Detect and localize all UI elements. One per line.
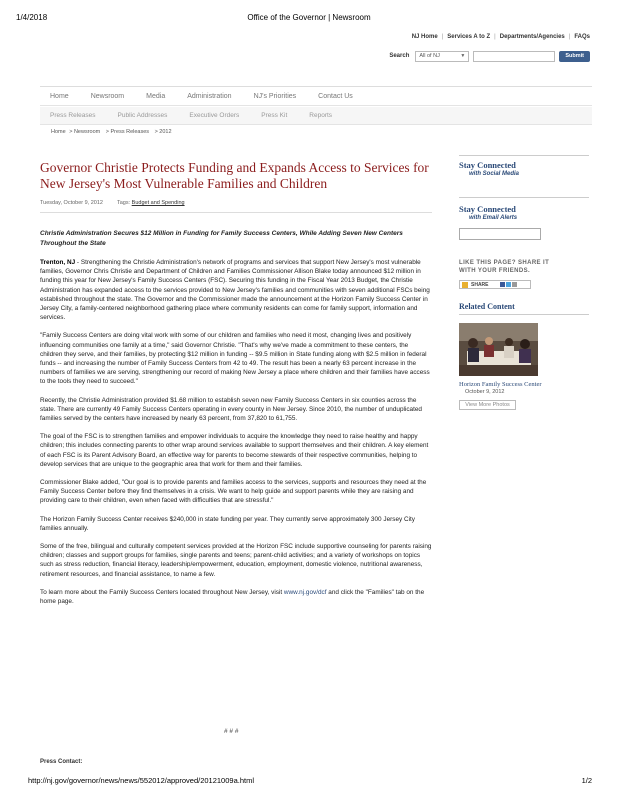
share-label: SHARE: [471, 281, 489, 288]
paragraph-4: The goal of the FSC is to strengthen families and empower individuals to acquire the knowledge they need to raise healthy and happy children; this includes connecting parents to other wrap around services available to support themselves and their children. A key element of each FSC is its Parent Advisory Board, an effective way for parents to become stewards of their respective communities, helping to develop services that are unique to the geographic area that work for them and their families.: [40, 433, 429, 468]
stay-connected-social-title[interactable]: Stay Connected: [459, 160, 516, 170]
dateline: Trenton, NJ: [40, 259, 76, 266]
search-input[interactable]: [473, 51, 555, 62]
share-heading-line-1: LIKE THIS PAGE? SHARE IT: [459, 260, 550, 266]
sidebar: [459, 155, 589, 410]
twitter-icon: [506, 282, 511, 287]
paragraph-1: [40, 258, 432, 322]
paragraph-8-pre: To learn more about the Family Success Centers located throughout New Jersey, visit: [40, 588, 284, 596]
related-photo-image: [459, 323, 538, 376]
article-meta: [40, 200, 432, 213]
article: [40, 160, 432, 606]
nav-item-home[interactable]: Home: [50, 92, 69, 100]
print-date: 1/4/2018: [16, 13, 48, 22]
search-scope-select[interactable]: [415, 51, 469, 62]
related-photo[interactable]: [459, 323, 538, 376]
print-page-title: Office of the Governor | Newsroom: [247, 13, 371, 22]
nav-item-media[interactable]: Media: [146, 92, 166, 100]
paragraph-3: Recently, the Christie Administration provided $1.68 million to establish seven new Family Success Centers in six counties across the state. There are currently 49 Family Success Centers operating in every county in New Jersey. Since 2010, the number of unduplicated families served by the centers have increased by nearly 63 percent, from 37,820 to 61,755.: [40, 396, 422, 423]
print-page-number: 1/2: [581, 776, 592, 785]
separator: |: [441, 34, 444, 40]
subnav-press-releases[interactable]: Press Releases: [50, 112, 96, 119]
tag-link[interactable]: Budget and Spending: [131, 200, 185, 206]
stay-connected-social-sub[interactable]: with Social Media: [469, 171, 520, 177]
related-item-date: October 9, 2012: [465, 389, 505, 395]
dcf-link[interactable]: www.nj.gov/dcf: [283, 588, 327, 596]
breadcrumb-home[interactable]: Home: [51, 129, 66, 135]
article-tags: [117, 200, 185, 206]
paragraph-1-text: - Strengthening the Christie Administration's network of programs and services that support New Jersey's most vulnerable families, Governor Chris Christie and Department of Children and Families Commissioner Allison Blake today announced $12 million in funding this year for New Jersey's Family Success Centers (FSC). Securing this funding in the Fiscal Year 2013 Budget, the Christie Administration has expanded access to the services provided to New Jersey's families and communities with seven additional FSCs being established throughout the state. The Governor and the Commissioner made the announcement at the Horizon Family Success Center in Jersey City, a family-centered neighborhood gathering place where community residents can come for family support, information and services.: [40, 259, 430, 322]
share-heading-line-2: WITH YOUR FRIENDS.: [459, 268, 531, 274]
paragraph-2: "Family Success Centers are doing vital work with some of our children and families who need it most, changing lives and positively influencing communities one family at a time," said Governor Christie. "That's why we've made a commitment to these centers, the children they serve, and their families, by protecting $12 million in funding -- $9.5 million in State funding along with $2.5 million in federal funds -- and increasing the number of Family Success Centers from 42 to 49. The result has been a nearly 63 percent increase in the numbers of families we are serving, strengthening our record of making New Jersey a place where children and their families have access to the tools they need to succeed.": [40, 332, 430, 386]
tags-label: Tags:: [116, 200, 131, 206]
article-date: Tuesday, October 9, 2012: [40, 200, 103, 206]
related-content-title: Related Content: [459, 302, 589, 315]
print-url: http://nj.gov/governor/news/news/552012/approved/20121009a.html: [28, 776, 254, 785]
breadcrumb-year[interactable]: > 2012: [154, 129, 172, 135]
sub-nav: [40, 107, 592, 125]
view-more-photos-button[interactable]: View More Photos: [459, 400, 516, 410]
facebook-icon: [500, 282, 505, 287]
share-services: [500, 282, 517, 287]
chevron-down-icon: ▼: [460, 52, 466, 59]
search-scope-value: All of NJ: [419, 52, 440, 59]
search-bar: [389, 50, 590, 62]
end-mark: # # #: [224, 728, 239, 735]
share-heading: [459, 259, 589, 275]
paragraph-7: Some of the free, bilingual and culturally competent services provided at the Horizon FSC include supportive counseling for parents raising children; classes and support groups for families, single parents and teens; parent-child activities; and a variety of workshops on topics such as stress reduction, financial literacy, leadership/empowerment, education, employment, domestic violence, nutritional awareness, retirement resources, and financial assistance, to name a few.: [40, 543, 432, 578]
paragraph-8-post: and click the "Families" tab on the home page.: [40, 588, 425, 606]
related-item-title[interactable]: Horizon Family Success Center: [459, 381, 542, 388]
nav-item-priorities[interactable]: NJ's Priorities: [253, 92, 297, 100]
nav-item-contact[interactable]: Contact Us: [318, 92, 353, 100]
subnav-executive-orders[interactable]: Executive Orders: [189, 112, 240, 119]
share-button[interactable]: [459, 280, 531, 289]
subnav-press-kit[interactable]: Press Kit: [261, 112, 288, 119]
top-link-services[interactable]: Services A to Z: [447, 34, 491, 40]
subnav-reports[interactable]: Reports: [309, 112, 333, 119]
article-subhead: Christie Administration Secures $12 Million in Funding for Family Success Centers, While Adding Seven New Centers Throughout the State: [40, 230, 403, 247]
stay-connected-email-title[interactable]: Stay Connected: [459, 204, 516, 214]
print-header: [0, 0, 618, 20]
search-label: Search: [389, 53, 410, 59]
separator: |: [494, 34, 496, 40]
article-headline: Governor Christie Protects Funding and Expands Access to Services for New Jersey's Most Vulnerable Families and Children: [40, 160, 429, 191]
breadcrumb: [51, 129, 174, 135]
email-alert-input[interactable]: [459, 228, 541, 240]
press-contact: Press Contact:: [40, 759, 83, 765]
paragraph-8: [40, 588, 432, 606]
separator: |: [568, 34, 571, 40]
stay-connected-email-sub[interactable]: with Email Alerts: [469, 215, 518, 221]
top-links: [412, 34, 590, 40]
main-nav: [40, 87, 592, 106]
nav-item-administration[interactable]: Administration: [187, 92, 232, 100]
nav-item-newsroom[interactable]: Newsroom: [90, 92, 125, 100]
top-link-departments[interactable]: Departments/Agencies: [499, 34, 565, 40]
paragraph-5: Commissioner Blake added, "Our goal is to provide parents and families access to the services, supports and resources they need at the Family Success Center before they find themselves in a crisis. We want to help guide and support parents while they are raising and providing care to their children, even when faced with difficulties that are stressful.": [40, 479, 427, 505]
navigation: [40, 86, 592, 124]
email-icon: [512, 282, 517, 287]
submit-button[interactable]: Submit: [559, 51, 590, 62]
stay-connected-email: [459, 197, 589, 240]
stay-connected-social: [459, 155, 589, 177]
paragraph-6: The Horizon Family Success Center receives $240,000 in state funding per year. They currently serve approximately 300 Jersey City families annually.: [40, 515, 415, 532]
top-link-nj-home[interactable]: NJ Home: [411, 34, 438, 40]
top-link-faqs[interactable]: FAQs: [574, 34, 590, 40]
breadcrumb-press-releases[interactable]: > Press Releases: [105, 129, 150, 135]
breadcrumb-newsroom[interactable]: > Newsroom: [69, 129, 101, 135]
share-icon: [462, 282, 468, 288]
subnav-public-addresses[interactable]: Public Addresses: [117, 112, 168, 119]
